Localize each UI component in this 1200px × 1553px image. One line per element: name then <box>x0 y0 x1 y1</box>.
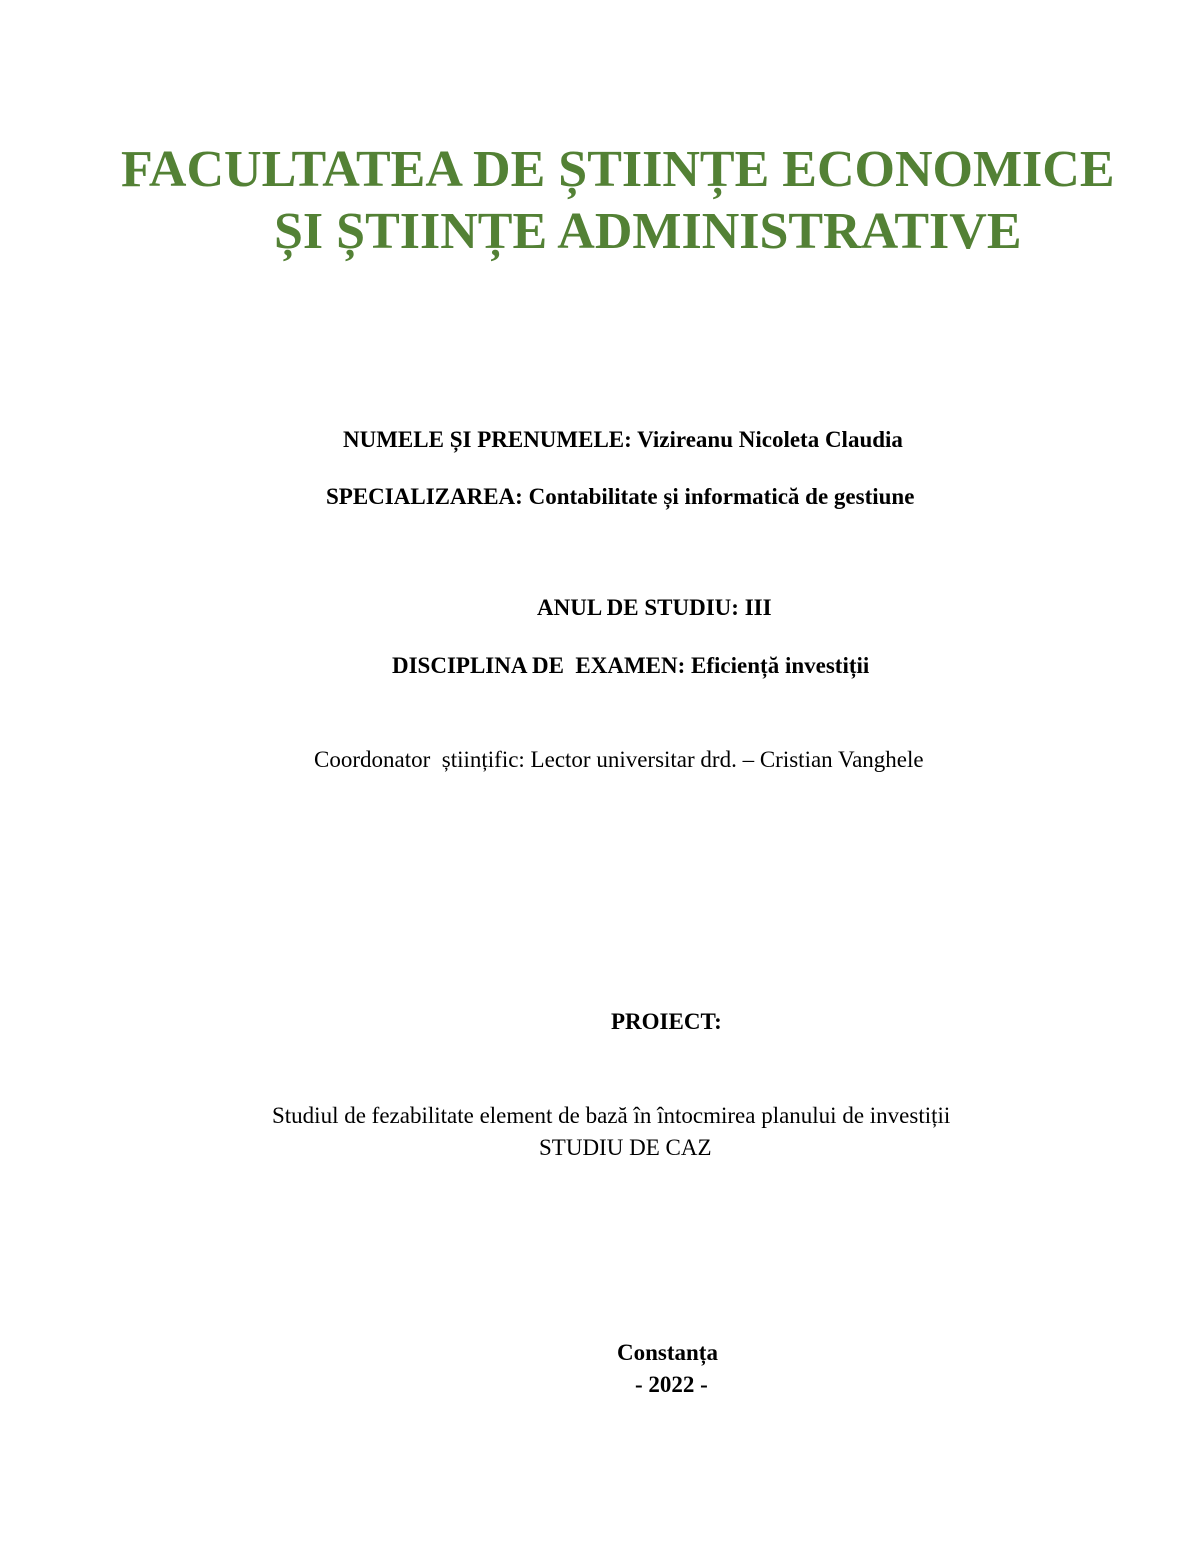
faculty-title-line-1: FACULTATEA DE ȘTIINȚE ECONOMICE <box>121 141 1115 198</box>
study-year-value: III <box>744 595 772 620</box>
city: Constanța <box>617 1340 718 1365</box>
year: - 2022 - <box>635 1372 708 1397</box>
specialization-label: SPECIALIZAREA: <box>326 484 523 509</box>
faculty-title-line-2: ȘI ȘTIINȚE ADMINISTRATIVE <box>274 203 1022 260</box>
discipline-label: DISCIPLINA DE EXAMEN: <box>392 653 686 678</box>
study-year-label: ANUL DE STUDIU: <box>537 595 739 620</box>
project-title: Studiul de fezabilitate element de bază în întocmirea planului de investiții <box>272 1103 951 1128</box>
student-name-value: Vizireanu Nicoleta Claudia <box>637 427 903 452</box>
specialization-value: Contabilitate și informatică de gestiune <box>528 484 915 509</box>
discipline-value: Eficiență investiții <box>691 653 870 678</box>
discipline-row <box>392 652 869 680</box>
study-year-row <box>537 594 772 622</box>
specialization-row <box>326 483 914 511</box>
student-name-row <box>343 426 903 454</box>
project-label: PROIECT: <box>611 1009 722 1034</box>
project-subtitle: STUDIU DE CAZ <box>539 1135 712 1160</box>
student-name-label: NUMELE ȘI PRENUMELE: <box>343 427 632 452</box>
coordinator-line: Coordonator științific: Lector universitar drd. – Cristian Vanghele <box>314 747 924 772</box>
